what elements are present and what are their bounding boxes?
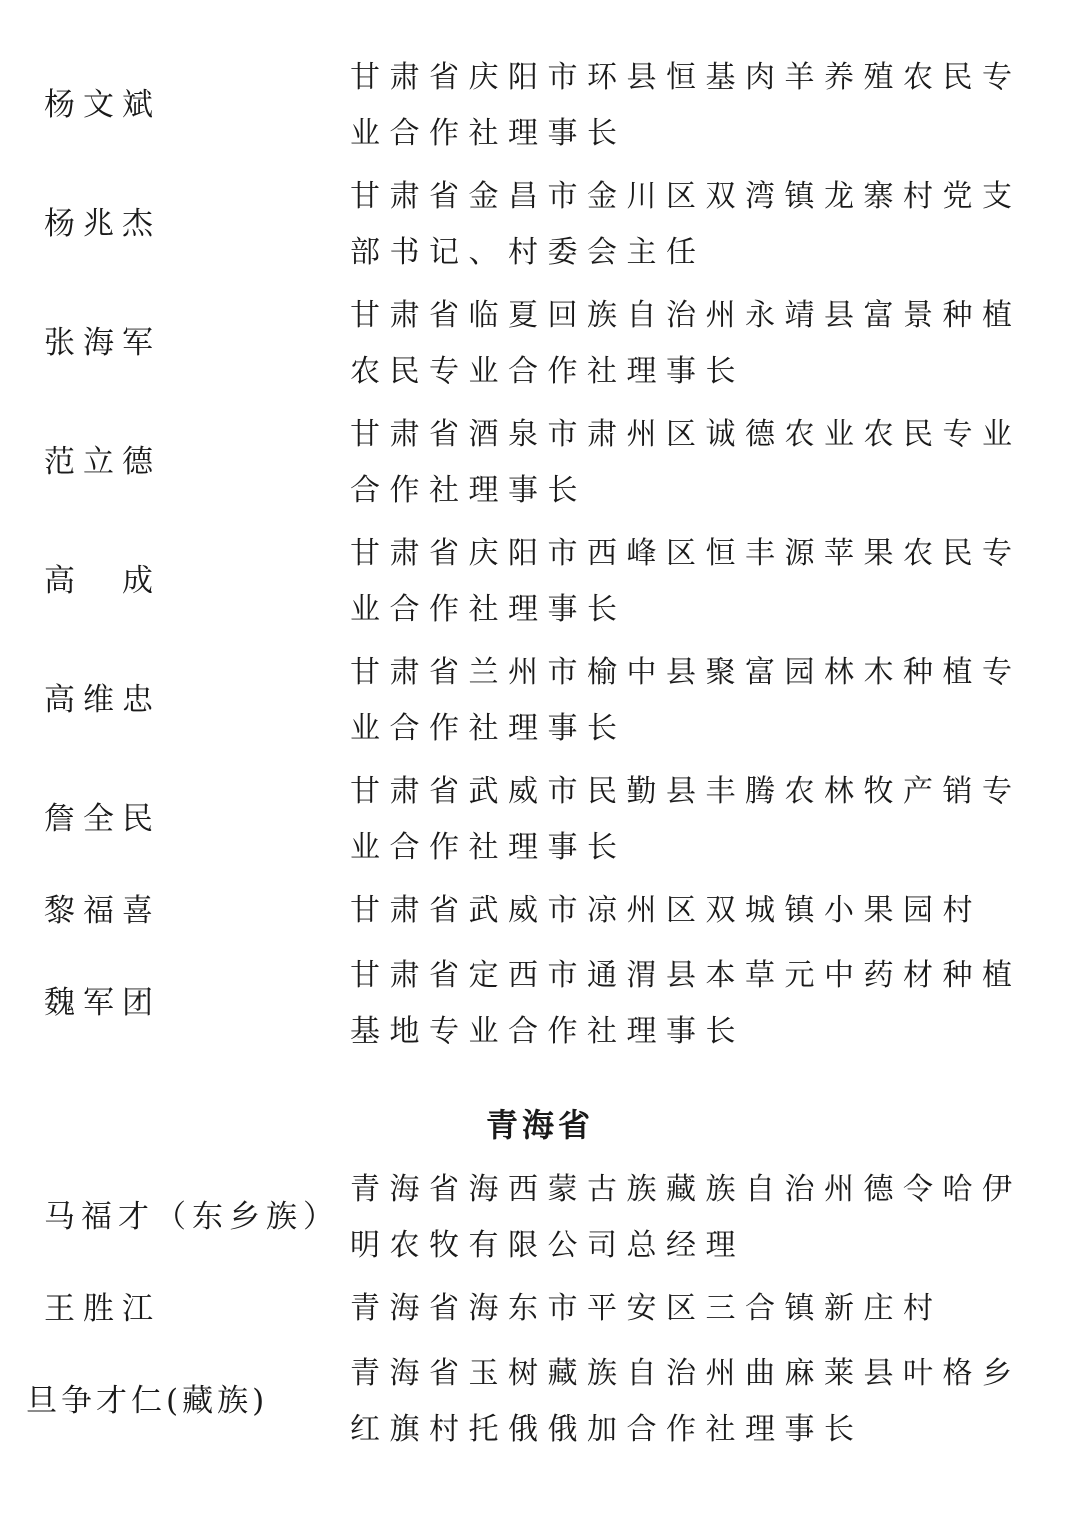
person-title: 甘肃省兰州市榆中县聚富园林木种植专业合作社理事长 [350, 655, 1022, 746]
person-name: 高维忠 [44, 682, 161, 718]
section-heading: 青海省 [485, 1106, 594, 1144]
person-title: 甘肃省临夏回族自治州永靖县富景种植农民专业合作社理事长 [350, 298, 1022, 389]
person-title: 青海省玉树藏族自治州曲麻莱县叶格乡红旗村托俄俄加合作社理事长 [350, 1356, 1022, 1447]
person-title: 甘肃省武威市凉州区双城镇小果园村 [350, 893, 982, 928]
person-name: 高 成 [44, 563, 161, 599]
person-name: 马福才（东乡族） [44, 1199, 340, 1235]
person-title: 甘肃省武威市民勤县丰腾农林牧产销专业合作社理事长 [350, 774, 1022, 865]
person-name: 张海军 [44, 325, 161, 361]
person-title: 甘肃省庆阳市环县恒基肉羊养殖农民专业合作社理事长 [350, 60, 1022, 151]
person-title: 甘肃省金昌市金川区双湾镇龙寨村党支部书记、村委会主任 [350, 179, 1022, 270]
person-name: 黎福喜 [44, 893, 161, 929]
person-name: 杨文斌 [44, 87, 161, 123]
person-title: 甘肃省庆阳市西峰区恒丰源苹果农民专业合作社理事长 [350, 536, 1022, 627]
person-title: 青海省海东市平安区三合镇新庄村 [350, 1291, 943, 1326]
person-name: 王胜江 [44, 1291, 161, 1327]
person-title: 甘肃省定西市通渭县本草元中药材种植基地专业合作社理事长 [350, 958, 1022, 1049]
person-title: 甘肃省酒泉市肃州区诚德农业农民专业合作社理事长 [350, 417, 1022, 508]
person-name: 詹全民 [44, 801, 161, 837]
person-name: 魏军团 [44, 985, 161, 1021]
person-name: 旦争才仁(藏族) [26, 1383, 269, 1419]
person-title: 青海省海西蒙古族藏族自治州德令哈伊明农牧有限公司总经理 [350, 1172, 1022, 1263]
person-name: 杨兆杰 [44, 206, 161, 242]
person-name: 范立德 [44, 444, 161, 480]
